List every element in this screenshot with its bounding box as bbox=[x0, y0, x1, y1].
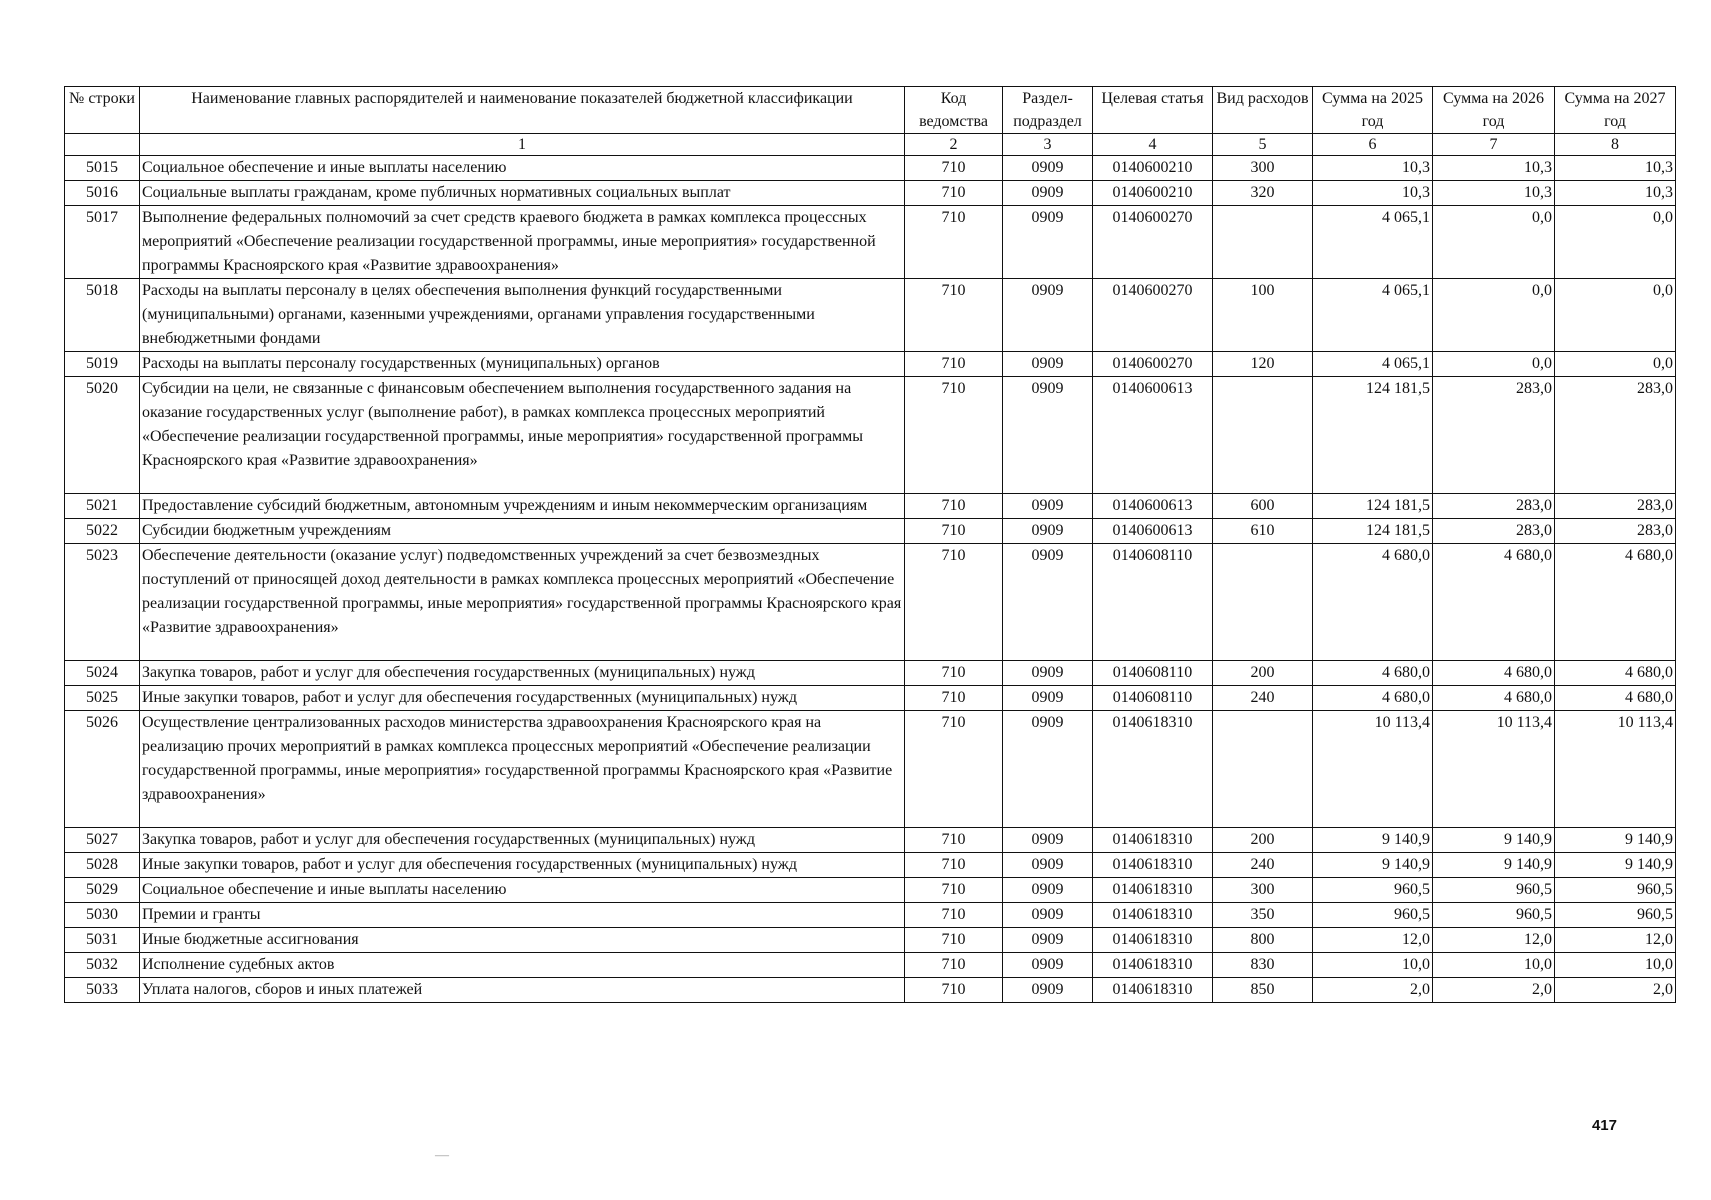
target-article-cell: 0140618310 bbox=[1093, 711, 1213, 828]
table-row bbox=[65, 156, 1676, 181]
sum-2026-cell: 10,0 bbox=[1433, 953, 1555, 978]
section-cell: 0909 bbox=[1003, 903, 1093, 928]
section-cell: 0909 bbox=[1003, 494, 1093, 519]
section-cell: 0909 bbox=[1003, 978, 1093, 1003]
row-name-cell: Расходы на выплаты персоналу государственных (муниципальных) органов bbox=[140, 352, 905, 377]
row-name-cell: Иные закупки товаров, работ и услуг для обеспечения государственных (муниципальных) нужд bbox=[140, 853, 905, 878]
table-header bbox=[65, 87, 1676, 156]
row-name-cell: Субсидии на цели, не связанные с финансовым обеспечением выполнения государственного задания на оказание государственных услуг (выполнение работ), в рамках комплекса процессных мероприятий «Обеспечение реализации государственной программы, иные мероприятия» государственной программы Красноярского края «Развитие здравоохранения» bbox=[140, 377, 905, 494]
section-cell: 0909 bbox=[1003, 686, 1093, 711]
column-number-row bbox=[65, 134, 1676, 156]
expense-type-cell: 200 bbox=[1213, 661, 1313, 686]
target-article-cell: 0140608110 bbox=[1093, 686, 1213, 711]
target-article-cell: 0140618310 bbox=[1093, 853, 1213, 878]
sum-2027-cell: 283,0 bbox=[1555, 494, 1676, 519]
expense-type-cell: 240 bbox=[1213, 686, 1313, 711]
sum-2026-cell: 9 140,9 bbox=[1433, 828, 1555, 853]
sum-2025-cell: 4 065,1 bbox=[1313, 279, 1433, 352]
header-row-number: № строки bbox=[65, 87, 140, 134]
section-cell: 0909 bbox=[1003, 928, 1093, 953]
dept-code-cell: 710 bbox=[905, 928, 1003, 953]
row-number-cell: 5016 bbox=[65, 181, 140, 206]
row-name-cell: Социальное обеспечение и иные выплаты населению bbox=[140, 156, 905, 181]
row-number-cell: 5020 bbox=[65, 377, 140, 494]
dept-code-cell: 710 bbox=[905, 181, 1003, 206]
row-name-cell: Осуществление централизованных расходов министерства здравоохранения Красноярского края на реализацию прочих мероприятий в рамках комплекса процессных мероприятий «Обеспечение реализации государственной программы, иные мероприятия» государственной программы Красноярского края «Развитие здравоохранения» bbox=[140, 711, 905, 828]
row-name-cell: Исполнение судебных актов bbox=[140, 953, 905, 978]
dept-code-cell: 710 bbox=[905, 903, 1003, 928]
table-row bbox=[65, 494, 1676, 519]
sum-2026-cell: 4 680,0 bbox=[1433, 661, 1555, 686]
sum-2026-cell: 283,0 bbox=[1433, 494, 1555, 519]
sum-2025-cell: 4 680,0 bbox=[1313, 661, 1433, 686]
table-row bbox=[65, 377, 1676, 494]
sum-2025-cell: 9 140,9 bbox=[1313, 853, 1433, 878]
dept-code-cell: 710 bbox=[905, 494, 1003, 519]
section-cell: 0909 bbox=[1003, 661, 1093, 686]
row-name-cell: Иные закупки товаров, работ и услуг для обеспечения государственных (муниципальных) нужд bbox=[140, 686, 905, 711]
sum-2027-cell: 283,0 bbox=[1555, 519, 1676, 544]
row-number-cell: 5033 bbox=[65, 978, 140, 1003]
target-article-cell: 0140600210 bbox=[1093, 181, 1213, 206]
section-cell: 0909 bbox=[1003, 181, 1093, 206]
section-cell: 0909 bbox=[1003, 206, 1093, 279]
dept-code-cell: 710 bbox=[905, 711, 1003, 828]
sum-2025-cell: 4 680,0 bbox=[1313, 686, 1433, 711]
row-name-cell: Обеспечение деятельности (оказание услуг) подведомственных учреждений за счет безвозмездных поступлений от приносящей доход деятельности в рамках комплекса процессных мероприятий «Обеспечение реализации государственной программы, иные мероприятия» государственной программы Красноярского края «Развитие здравоохранения» bbox=[140, 544, 905, 661]
table-row bbox=[65, 519, 1676, 544]
section-cell: 0909 bbox=[1003, 711, 1093, 828]
sum-2025-cell: 9 140,9 bbox=[1313, 828, 1433, 853]
sum-2025-cell: 960,5 bbox=[1313, 903, 1433, 928]
sum-2025-cell: 10,0 bbox=[1313, 953, 1433, 978]
sum-2027-cell: 12,0 bbox=[1555, 928, 1676, 953]
dept-code-cell: 710 bbox=[905, 878, 1003, 903]
column-number: 2 bbox=[905, 134, 1003, 156]
sum-2027-cell: 0,0 bbox=[1555, 279, 1676, 352]
dept-code-cell: 710 bbox=[905, 853, 1003, 878]
expense-type-cell: 200 bbox=[1213, 828, 1313, 853]
target-article-cell: 0140600270 bbox=[1093, 206, 1213, 279]
column-number bbox=[65, 134, 140, 156]
expense-type-cell: 240 bbox=[1213, 853, 1313, 878]
section-cell: 0909 bbox=[1003, 853, 1093, 878]
expense-type-cell: 850 bbox=[1213, 978, 1313, 1003]
row-name-cell: Закупка товаров, работ и услуг для обеспечения государственных (муниципальных) нужд bbox=[140, 828, 905, 853]
row-name-cell: Иные бюджетные ассигнования bbox=[140, 928, 905, 953]
sum-2026-cell: 960,5 bbox=[1433, 878, 1555, 903]
header-sum-2026: Сумма на 2026 год bbox=[1433, 87, 1555, 134]
dept-code-cell: 710 bbox=[905, 661, 1003, 686]
row-number-cell: 5029 bbox=[65, 878, 140, 903]
table-row bbox=[65, 853, 1676, 878]
dept-code-cell: 710 bbox=[905, 377, 1003, 494]
sum-2027-cell: 10,0 bbox=[1555, 953, 1676, 978]
expense-type-cell: 600 bbox=[1213, 494, 1313, 519]
row-name-cell: Расходы на выплаты персоналу в целях обеспечения выполнения функций государственными (муниципальными) органами, казенными учреждениями, органами управления государственными внебюджетными фондами bbox=[140, 279, 905, 352]
row-number-cell: 5023 bbox=[65, 544, 140, 661]
sum-2027-cell: 4 680,0 bbox=[1555, 544, 1676, 661]
row-number-cell: 5018 bbox=[65, 279, 140, 352]
section-cell: 0909 bbox=[1003, 377, 1093, 494]
expense-type-cell: 320 bbox=[1213, 181, 1313, 206]
row-number-cell: 5031 bbox=[65, 928, 140, 953]
table-row bbox=[65, 544, 1676, 661]
header-name: Наименование главных распорядителей и наименование показателей бюджетной классификации bbox=[140, 87, 905, 134]
table-row bbox=[65, 181, 1676, 206]
sum-2026-cell: 0,0 bbox=[1433, 206, 1555, 279]
dept-code-cell: 710 bbox=[905, 279, 1003, 352]
section-cell: 0909 bbox=[1003, 279, 1093, 352]
section-cell: 0909 bbox=[1003, 878, 1093, 903]
row-number-cell: 5024 bbox=[65, 661, 140, 686]
sum-2025-cell: 10,3 bbox=[1313, 181, 1433, 206]
target-article-cell: 0140618310 bbox=[1093, 978, 1213, 1003]
sum-2027-cell: 2,0 bbox=[1555, 978, 1676, 1003]
dept-code-cell: 710 bbox=[905, 544, 1003, 661]
section-cell: 0909 bbox=[1003, 156, 1093, 181]
sum-2026-cell: 283,0 bbox=[1433, 377, 1555, 494]
sum-2025-cell: 960,5 bbox=[1313, 878, 1433, 903]
target-article-cell: 0140618310 bbox=[1093, 953, 1213, 978]
target-article-cell: 0140600613 bbox=[1093, 519, 1213, 544]
row-name-cell: Закупка товаров, работ и услуг для обеспечения государственных (муниципальных) нужд bbox=[140, 661, 905, 686]
sum-2026-cell: 4 680,0 bbox=[1433, 544, 1555, 661]
row-number-cell: 5026 bbox=[65, 711, 140, 828]
sum-2025-cell: 124 181,5 bbox=[1313, 519, 1433, 544]
target-article-cell: 0140618310 bbox=[1093, 928, 1213, 953]
table-row bbox=[65, 828, 1676, 853]
row-number-cell: 5032 bbox=[65, 953, 140, 978]
sum-2027-cell: 4 680,0 bbox=[1555, 661, 1676, 686]
table-row bbox=[65, 953, 1676, 978]
expense-type-cell: 300 bbox=[1213, 156, 1313, 181]
row-number-cell: 5017 bbox=[65, 206, 140, 279]
expense-type-cell bbox=[1213, 206, 1313, 279]
sum-2027-cell: 0,0 bbox=[1555, 352, 1676, 377]
target-article-cell: 0140600270 bbox=[1093, 352, 1213, 377]
sum-2026-cell: 10,3 bbox=[1433, 156, 1555, 181]
sum-2027-cell: 9 140,9 bbox=[1555, 828, 1676, 853]
sum-2025-cell: 4 065,1 bbox=[1313, 352, 1433, 377]
dept-code-cell: 710 bbox=[905, 156, 1003, 181]
table-row bbox=[65, 928, 1676, 953]
page-number: 417 bbox=[1591, 1117, 1617, 1134]
sum-2027-cell: 10,3 bbox=[1555, 156, 1676, 181]
target-article-cell: 0140600613 bbox=[1093, 377, 1213, 494]
sum-2026-cell: 283,0 bbox=[1433, 519, 1555, 544]
row-number-cell: 5027 bbox=[65, 828, 140, 853]
dept-code-cell: 710 bbox=[905, 978, 1003, 1003]
table-row bbox=[65, 352, 1676, 377]
header-sum-2027: Сумма на 2027 год bbox=[1555, 87, 1676, 134]
dept-code-cell: 710 bbox=[905, 519, 1003, 544]
header-dept-code: Код ведомства bbox=[905, 87, 1003, 134]
sum-2026-cell: 960,5 bbox=[1433, 903, 1555, 928]
expense-type-cell: 120 bbox=[1213, 352, 1313, 377]
row-number-cell: 5015 bbox=[65, 156, 140, 181]
sum-2027-cell: 960,5 bbox=[1555, 878, 1676, 903]
sum-2025-cell: 10,3 bbox=[1313, 156, 1433, 181]
row-name-cell: Премии и гранты bbox=[140, 903, 905, 928]
target-article-cell: 0140600613 bbox=[1093, 494, 1213, 519]
sum-2027-cell: 0,0 bbox=[1555, 206, 1676, 279]
sum-2026-cell: 10,3 bbox=[1433, 181, 1555, 206]
section-cell: 0909 bbox=[1003, 828, 1093, 853]
section-cell: 0909 bbox=[1003, 953, 1093, 978]
sum-2025-cell: 12,0 bbox=[1313, 928, 1433, 953]
section-cell: 0909 bbox=[1003, 544, 1093, 661]
dept-code-cell: 710 bbox=[905, 206, 1003, 279]
row-number-cell: 5022 bbox=[65, 519, 140, 544]
row-name-cell: Социальные выплаты гражданам, кроме публичных нормативных социальных выплат bbox=[140, 181, 905, 206]
row-name-cell: Социальное обеспечение и иные выплаты населению bbox=[140, 878, 905, 903]
row-number-cell: 5028 bbox=[65, 853, 140, 878]
expense-type-cell: 830 bbox=[1213, 953, 1313, 978]
table-row bbox=[65, 661, 1676, 686]
table-row bbox=[65, 206, 1676, 279]
header-row bbox=[65, 87, 1676, 134]
sum-2027-cell: 4 680,0 bbox=[1555, 686, 1676, 711]
section-cell: 0909 bbox=[1003, 519, 1093, 544]
sum-2025-cell: 124 181,5 bbox=[1313, 377, 1433, 494]
row-number-cell: 5030 bbox=[65, 903, 140, 928]
sum-2025-cell: 124 181,5 bbox=[1313, 494, 1433, 519]
row-name-cell: Субсидии бюджетным учреждениям bbox=[140, 519, 905, 544]
target-article-cell: 0140618310 bbox=[1093, 828, 1213, 853]
column-number: 4 bbox=[1093, 134, 1213, 156]
dept-code-cell: 710 bbox=[905, 953, 1003, 978]
header-sum-2025: Сумма на 2025 год bbox=[1313, 87, 1433, 134]
sum-2026-cell: 10 113,4 bbox=[1433, 711, 1555, 828]
row-number-cell: 5021 bbox=[65, 494, 140, 519]
sum-2027-cell: 9 140,9 bbox=[1555, 853, 1676, 878]
table-row bbox=[65, 878, 1676, 903]
column-number: 1 bbox=[140, 134, 905, 156]
column-number: 8 bbox=[1555, 134, 1676, 156]
table-body bbox=[65, 156, 1676, 1003]
footer-mark: — bbox=[435, 1148, 449, 1163]
header-section: Раздел-подраздел bbox=[1003, 87, 1093, 134]
budget-table bbox=[64, 86, 1676, 1003]
sum-2026-cell: 0,0 bbox=[1433, 352, 1555, 377]
expense-type-cell bbox=[1213, 544, 1313, 661]
sum-2027-cell: 10 113,4 bbox=[1555, 711, 1676, 828]
table-row bbox=[65, 978, 1676, 1003]
column-number: 7 bbox=[1433, 134, 1555, 156]
target-article-cell: 0140608110 bbox=[1093, 544, 1213, 661]
target-article-cell: 0140618310 bbox=[1093, 878, 1213, 903]
header-expense-type: Вид расходов bbox=[1213, 87, 1313, 134]
header-target-article: Целевая статья bbox=[1093, 87, 1213, 134]
expense-type-cell: 300 bbox=[1213, 878, 1313, 903]
expense-type-cell bbox=[1213, 711, 1313, 828]
column-number: 3 bbox=[1003, 134, 1093, 156]
target-article-cell: 0140618310 bbox=[1093, 903, 1213, 928]
section-cell: 0909 bbox=[1003, 352, 1093, 377]
row-number-cell: 5025 bbox=[65, 686, 140, 711]
table-row bbox=[65, 903, 1676, 928]
dept-code-cell: 710 bbox=[905, 686, 1003, 711]
sum-2025-cell: 2,0 bbox=[1313, 978, 1433, 1003]
sum-2025-cell: 4 680,0 bbox=[1313, 544, 1433, 661]
sum-2026-cell: 12,0 bbox=[1433, 928, 1555, 953]
row-number-cell: 5019 bbox=[65, 352, 140, 377]
dept-code-cell: 710 bbox=[905, 352, 1003, 377]
sum-2027-cell: 960,5 bbox=[1555, 903, 1676, 928]
row-name-cell: Предоставление субсидий бюджетным, автономным учреждениям и иным некоммерческим организациям bbox=[140, 494, 905, 519]
expense-type-cell: 800 bbox=[1213, 928, 1313, 953]
sum-2026-cell: 0,0 bbox=[1433, 279, 1555, 352]
target-article-cell: 0140608110 bbox=[1093, 661, 1213, 686]
column-number: 6 bbox=[1313, 134, 1433, 156]
expense-type-cell: 610 bbox=[1213, 519, 1313, 544]
sum-2027-cell: 10,3 bbox=[1555, 181, 1676, 206]
table-row bbox=[65, 279, 1676, 352]
sum-2026-cell: 9 140,9 bbox=[1433, 853, 1555, 878]
target-article-cell: 0140600210 bbox=[1093, 156, 1213, 181]
dept-code-cell: 710 bbox=[905, 828, 1003, 853]
sum-2026-cell: 2,0 bbox=[1433, 978, 1555, 1003]
sum-2027-cell: 283,0 bbox=[1555, 377, 1676, 494]
row-name-cell: Выполнение федеральных полномочий за счет средств краевого бюджета в рамках комплекса процессных мероприятий «Обеспечение реализации государственной программы, иные мероприятия» государственной программы Красноярского края «Развитие здравоохранения» bbox=[140, 206, 905, 279]
table-row bbox=[65, 711, 1676, 828]
sum-2026-cell: 4 680,0 bbox=[1433, 686, 1555, 711]
expense-type-cell bbox=[1213, 377, 1313, 494]
sum-2025-cell: 4 065,1 bbox=[1313, 206, 1433, 279]
row-name-cell: Уплата налогов, сборов и иных платежей bbox=[140, 978, 905, 1003]
column-number: 5 bbox=[1213, 134, 1313, 156]
target-article-cell: 0140600270 bbox=[1093, 279, 1213, 352]
table-row bbox=[65, 686, 1676, 711]
expense-type-cell: 100 bbox=[1213, 279, 1313, 352]
expense-type-cell: 350 bbox=[1213, 903, 1313, 928]
sum-2025-cell: 10 113,4 bbox=[1313, 711, 1433, 828]
